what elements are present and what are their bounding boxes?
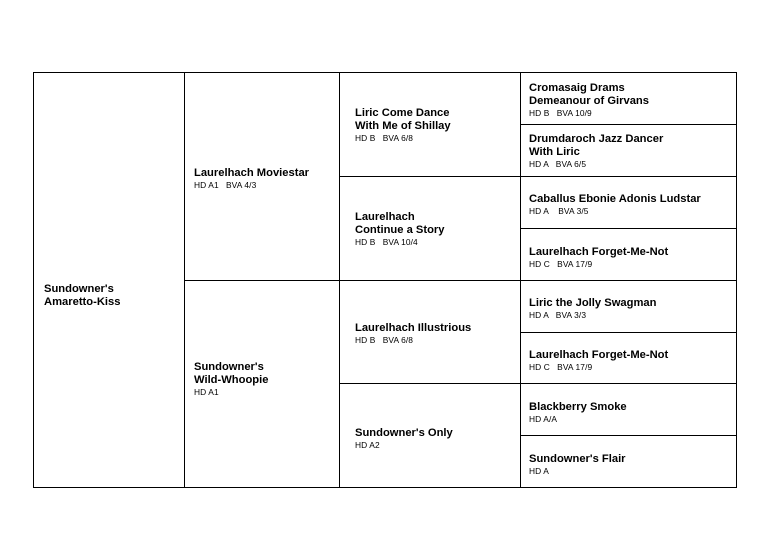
great-grandparent	[529, 246, 668, 269]
grandparent-name: Laurelhach Illustrious	[355, 322, 472, 334]
dam	[194, 361, 268, 397]
great-grandparent-health: HD B BVA 10/9	[529, 108, 592, 118]
grandparent	[355, 211, 445, 247]
sire-name: Laurelhach Moviestar	[194, 167, 310, 179]
sire-health: HD A1 BVA 4/3	[194, 180, 257, 190]
pedigree-table	[33, 72, 737, 488]
great-grandparent-name: Sundowner's Flair	[529, 453, 626, 465]
great-grandparent-health: HD C BVA 17/9	[529, 259, 593, 269]
subject-dog	[44, 283, 120, 309]
dam-health: HD A1	[194, 387, 219, 397]
subject-name: Sundowner's Amaretto-Kiss	[44, 283, 121, 308]
row-divider	[520, 228, 736, 229]
great-grandparent-health: HD A BVA 6/5	[529, 159, 587, 169]
great-grandparent-name: Liric the Jolly Swagman	[529, 297, 657, 309]
sire	[194, 167, 309, 190]
great-grandparent	[529, 133, 663, 169]
great-grandparent	[529, 401, 627, 424]
great-grandparent-health: HD C BVA 17/9	[529, 362, 593, 372]
great-grandparent	[529, 82, 649, 118]
row-divider	[520, 435, 736, 436]
great-grandparent-name: Caballus Ebonie Adonis Ludstar	[529, 193, 701, 205]
grandparent-health: HD B BVA 6/8	[355, 335, 414, 345]
great-grandparent-name: Laurelhach Forget-Me-Not	[529, 349, 669, 361]
dam-name: Sundowner's Wild-Whoopie	[194, 361, 269, 386]
row-divider	[184, 280, 736, 281]
great-grandparent-name: Drumdaroch Jazz Dancer With Liric	[529, 133, 664, 158]
grandparent-health: HD A2	[355, 440, 380, 450]
row-divider	[520, 332, 736, 333]
great-grandparent-health: HD A/A	[529, 414, 558, 424]
grandparent	[355, 107, 451, 143]
row-divider	[339, 176, 736, 177]
grandparent	[355, 427, 453, 450]
great-grandparent-name: Blackberry Smoke	[529, 401, 627, 413]
great-grandparent-health: HD A BVA 3/5	[529, 206, 589, 216]
great-grandparent	[529, 453, 626, 476]
great-grandparent-name: Cromasaig Drams Demeanour of Girvans	[529, 82, 649, 107]
great-grandparent-name: Laurelhach Forget-Me-Not	[529, 246, 669, 258]
grandparent-health: HD B BVA 6/8	[355, 133, 414, 143]
grandparent-health: HD B BVA 10/4	[355, 237, 418, 247]
row-divider	[520, 124, 736, 125]
great-grandparent-health: HD A BVA 3/3	[529, 310, 587, 320]
great-grandparent	[529, 297, 656, 320]
great-grandparent	[529, 193, 701, 216]
row-divider	[339, 383, 736, 384]
grandparent-name: Liric Come Dance With Me of Shillay	[355, 107, 451, 132]
grandparent-name: Sundowner's Only	[355, 427, 453, 439]
grandparent-name: Laurelhach Continue a Story	[355, 211, 445, 236]
grandparent	[355, 322, 471, 345]
great-grandparent-health: HD A	[529, 466, 549, 476]
great-grandparent	[529, 349, 668, 372]
